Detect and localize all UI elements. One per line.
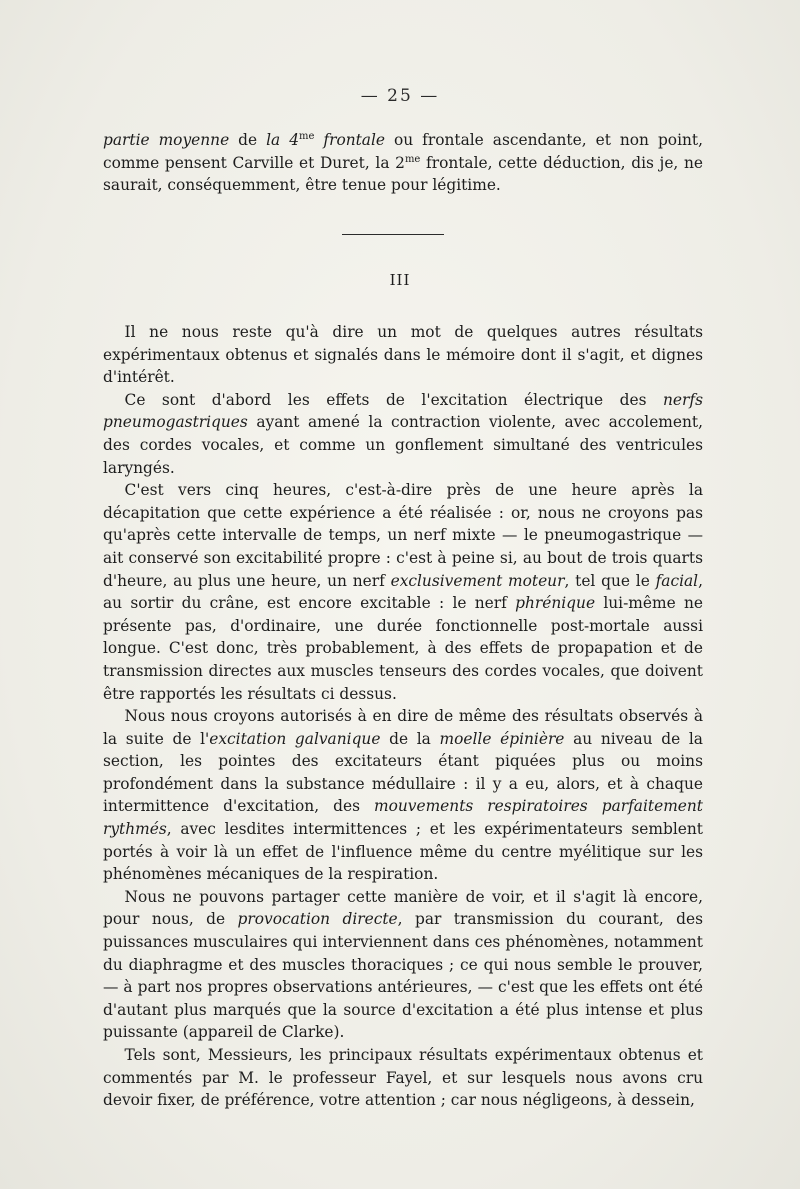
p3-text-a: C'est vers cinq heures, c'est-à-dire près de une heure après la décapitation que cette expérience a été réalisée : or, nous ne croyons pas qu'après cette intervalle de temps, un nerf mixte — le pneumogastrique — ait conservé son excitabilité propre : c'est à peine si, au bout de trois quarts d'heure, au plus une heure, un nerf [103,481,703,590]
p3-italic-d: facial [655,571,699,590]
p4-text-e: au niveau de la section, les pointes des excitateurs étant piquées plus ou moins profondément dans la substance médullaire : il y a eu, alors, et à chaque intermittence d'excitation, des [103,729,703,816]
intro-italic-2: la 4 [266,131,299,149]
p4-italic-b: excitation galvanique [209,729,381,748]
p3-text-e: , au sortir du crâne, est encore excitable : le nerf [103,571,703,613]
p2-italic-b: nerfs pneumogastriques [103,390,703,432]
p3-text-c: , tel que le [564,571,656,590]
p4-italic-f: mouvements respiratoires parfaitement rythmés [103,797,703,839]
intro-superscript-1: me [299,130,315,142]
paragraph-5 [103,886,703,1044]
p4-text-c: de la [380,729,440,748]
p4-text-a: Nous nous croyons autorisés à en dire de même des résultats observés à la suite de l' [103,707,703,748]
section-divider [342,234,444,235]
p4-italic-d: moelle épinière [439,729,565,748]
section-body [103,321,703,1112]
paragraph-2 [103,389,703,479]
intro-paragraph [103,129,703,197]
intro-superscript-2: me [404,153,421,165]
p3-italic-f: phrénique [515,594,596,613]
p2-text-a: Ce sont d'abord les effets de l'excitation électrique des [124,390,664,409]
p4-text-g: , avec lesdites intermittences ; et les expérimentateurs semblent portés à voir là un effet de l'influence même du centre myélitique sur les phénomènes mécaniques de la respiration. [103,820,703,884]
intro-italic-3: frontale [314,131,386,149]
p3-text-g: lui-même ne présente pas, d'ordinaire, une durée fonctionnelle post-mortale aussi longue. C'est donc, très probablement, à des effets de propapation et de transmission directes aux muscles tenseurs des cordes vocales, que doivent être rapportés les résultats ci dessus. [103,594,703,703]
intro-italic-1: partie moyenne [103,131,230,149]
paragraph-4 [103,705,703,886]
p3-italic-b: exclusivement moteur [390,571,565,590]
p2-text-c: ayant amené la contraction violente, avec accolement, des cordes vocales, et comme un gonflement simultané des ventricules laryngés. [103,413,703,477]
intro-text-1: de [229,131,267,149]
p5-text-a: Nous ne pouvons partager cette manière de voir, et il s'agit là encore, pour nous, de [103,887,703,929]
page-number: — 25 — [360,86,440,106]
p5-text-c: , par transmission du courant, des puissances musculaires qui interviennent dans ces phénomènes, notamment du diaphragme et des muscles thoraciques ; ce qui nous semble le prouver, — à part nos propres observations antérieures, — c'est que les effets ont été d'autant plus marqués que la source d'excitation a été plus intense et plus puissante (appareil de Clarke). [103,910,704,1042]
intro-text-3: frontale, cette déduction, dis je, ne saurait, conséquemment, être tenue pour légitime. [103,153,703,195]
paragraph-6: Tels sont, Messieurs, les principaux résultats expérimentaux obtenus et commentés par M. le professeur Fayel, et sur lesquels nous avons cru devoir fixer, de préférence, votre attention ; car nous négligeons, à dessein, [103,1046,703,1110]
paragraph-3 [103,479,703,705]
paragraph-1: Il ne nous reste qu'à dire un mot de quelques autres résultats expérimentaux obtenus et signalés dans le mémoire dont il s'agit, et dignes d'intérêt. [103,323,703,387]
intro-text-2: ou frontale ascendante, et non point, comme pensent Carville et Duret, la 2 [103,131,703,172]
p5-italic-b: provocation directe [237,910,398,929]
section-heading: III [389,271,411,289]
